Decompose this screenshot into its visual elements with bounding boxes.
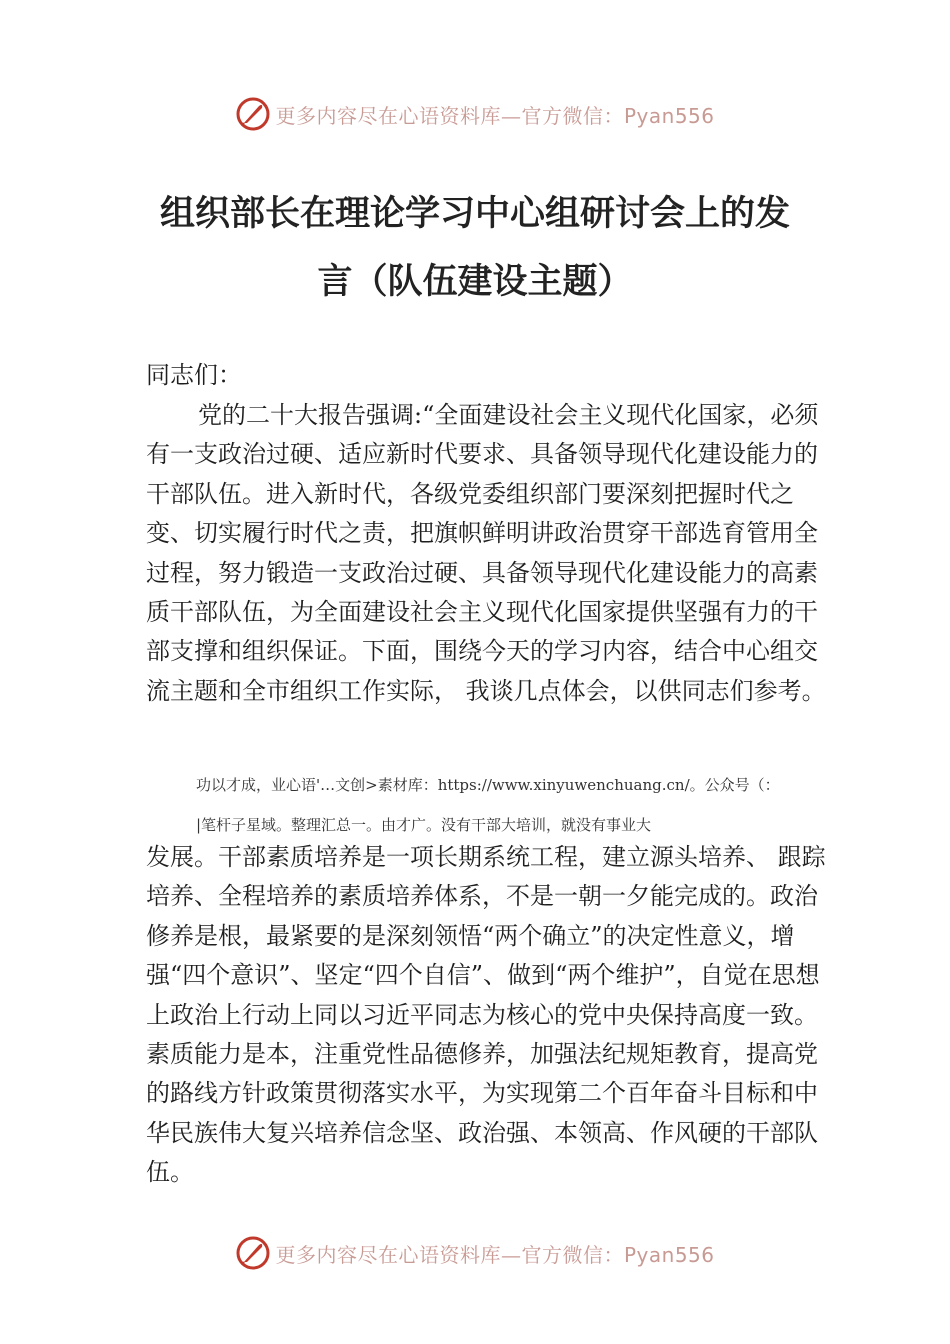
document-title-line-2: 言（队伍建设主题） [317, 261, 633, 302]
banner-label: 更多内容尽在心语资料库—官方微信： [275, 1242, 624, 1267]
banner-text [275, 1239, 714, 1268]
quill-logo-icon [235, 1235, 271, 1271]
banner-wechat-id: Pyan556 [623, 1242, 715, 1267]
banner-wechat-id: Pyan556 [623, 103, 715, 128]
source-note-line-1: 功以才成，业心语'…文创>素材库：https://www.xinyuwenchuang.cn/。公众号（： [196, 776, 780, 794]
banner-label: 更多内容尽在心语资料库—官方微信： [275, 103, 624, 128]
footer-banner [0, 1233, 950, 1273]
body-paragraph-2: 发展。干部素质培养是一项长期系统工程，建立源头培养、 跟踪培养、全程培养的素质培养体系，不是一朝一夕能完成的。政治修养是根，最紧要的是深刻领悟“两个确立”的决定性意义，增强“四个意识”、坚定“四个自信”、做到“两个维护”，自觉在思想上政治上行动上同以习近平同志为核心的党中央保持高度一致。素质能力是本，注重党性品德修养，加强法纪规矩教育，提高党的路线方针政策贯彻落实水平，为实现第二个百年奋斗目标和中华民族伟大复兴培养信念坚、政治强、本领高、作风硬的干部队伍。 [146, 843, 826, 1187]
quill-logo-icon [235, 96, 271, 132]
source-note-line-2: |笔杆子星域。整理汇总一。由才广。没有干部大培训，就没有事业大 [196, 816, 652, 834]
body-paragraph-1: 党的二十大报告强调:“全面建设社会主义现代化国家，必须有一支政治过硬、适应新时代要求、具备领导现代化建设能力的干部队伍。进入新时代，各级党委组织部门要深刻把握时代之变、切实履行时代之责，把旗帜鲜明讲政治贯穿干部选育管用全过程，努力锻造一支政治过硬、具备领导现代化建设能力的高素质干部队伍，为全面建设社会主义现代化国家提供坚强有力的干部支撑和组织保证。下面，围绕今天的学习内容，结合中心组交流主题和全市组织工作实际， 我谈几点体会，以供同志们参考。 [146, 401, 826, 705]
salutation: 同志们： [146, 361, 242, 389]
banner-text [275, 100, 714, 129]
document-title-line-1: 组织部长在理论学习中心组研讨会上的发 [159, 193, 790, 234]
header-banner [0, 94, 950, 134]
